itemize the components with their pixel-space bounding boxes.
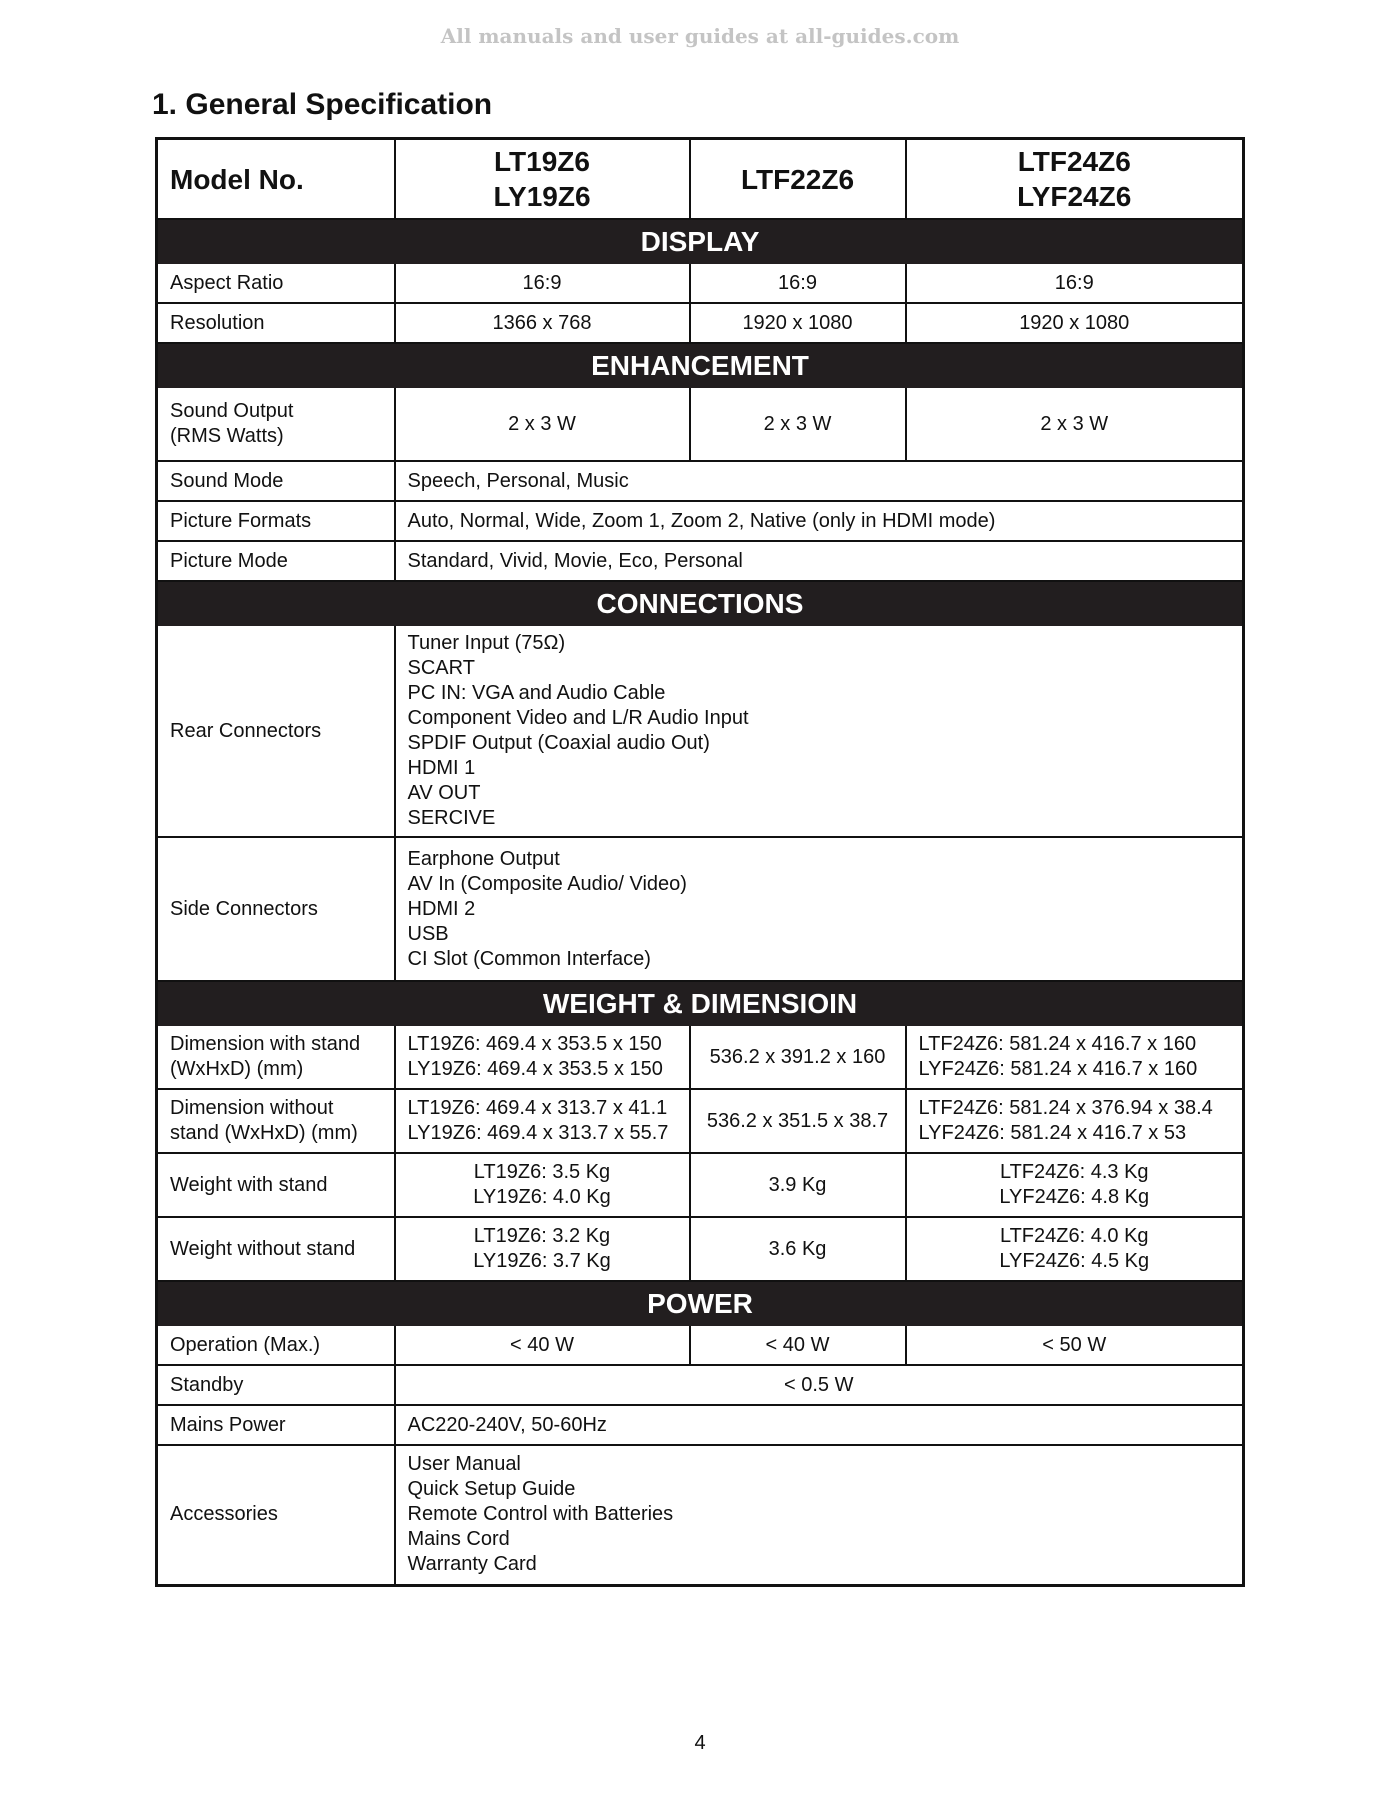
cell-value: LTF24Z6: 4.0 Kg LYF24Z6: 4.5 Kg (906, 1217, 1244, 1281)
row-label: Rear Connectors (157, 625, 395, 837)
cell-value: 536.2 x 391.2 x 160 (690, 1025, 906, 1089)
section-connections (157, 581, 1244, 625)
cell-value: < 40 W (395, 1325, 690, 1365)
section-header: DISPLAY (157, 219, 1244, 263)
page-title: 1. General Specification (152, 88, 493, 121)
table-row (157, 541, 1244, 581)
spec-table (155, 137, 1245, 1587)
table-row (157, 1153, 1244, 1217)
cell-value: Standard, Vivid, Movie, Eco, Personal (395, 541, 1244, 581)
cell-value: 1920 x 1080 (906, 303, 1244, 343)
cell-value: 3.6 Kg (690, 1217, 906, 1281)
cell-value: 2 x 3 W (690, 387, 906, 461)
section-display (157, 219, 1244, 263)
row-label: Picture Mode (157, 541, 395, 581)
row-label: Dimension with stand (WxHxD) (mm) (157, 1025, 395, 1089)
page-number: 4 (694, 1732, 706, 1754)
table-row (157, 263, 1244, 303)
cell-value: LT19Z6: 3.5 Kg LY19Z6: 4.0 Kg (395, 1153, 690, 1217)
cell-value: LTF24Z6: 581.24 x 376.94 x 38.4 LYF24Z6: 581.24 x 416.7 x 53 (906, 1089, 1244, 1153)
row-label: Mains Power (157, 1405, 395, 1445)
table-row (157, 837, 1244, 981)
cell-value: < 50 W (906, 1325, 1244, 1365)
section-enhancement (157, 343, 1244, 387)
cell-value: 16:9 (906, 263, 1244, 303)
table-row (157, 625, 1244, 837)
cell-value: 2 x 3 W (906, 387, 1244, 461)
section-header: ENHANCEMENT (157, 343, 1244, 387)
cell-value: 1366 x 768 (395, 303, 690, 343)
table-row (157, 461, 1244, 501)
row-label: Standby (157, 1365, 395, 1405)
cell-value: LTF24Z6: 4.3 Kg LYF24Z6: 4.8 Kg (906, 1153, 1244, 1217)
row-label: Operation (Max.) (157, 1325, 395, 1365)
section-header: CONNECTIONS (157, 581, 1244, 625)
cell-value: LT19Z6: 469.4 x 353.5 x 150 LY19Z6: 469.4 x 353.5 x 150 (395, 1025, 690, 1089)
table-row (157, 1365, 1244, 1405)
row-label: Side Connectors (157, 837, 395, 981)
cell-value: LTF24Z6: 581.24 x 416.7 x 160 LYF24Z6: 581.24 x 416.7 x 160 (906, 1025, 1244, 1089)
table-row (157, 1217, 1244, 1281)
table-row (157, 303, 1244, 343)
cell-value: Speech, Personal, Music (395, 461, 1244, 501)
row-label: Picture Formats (157, 501, 395, 541)
table-row (157, 1445, 1244, 1585)
model-row (157, 139, 1244, 220)
model-col-1: LT19Z6 LY19Z6 (395, 139, 690, 220)
section-header: WEIGHT & DIMENSIOIN (157, 981, 1244, 1025)
watermark: All manuals and user guides at all-guides.com (440, 24, 960, 48)
cell-value: 536.2 x 351.5 x 38.7 (690, 1089, 906, 1153)
table-row (157, 1089, 1244, 1153)
row-label: Accessories (157, 1445, 395, 1585)
cell-value: Auto, Normal, Wide, Zoom 1, Zoom 2, Native (only in HDMI mode) (395, 501, 1244, 541)
table-row (157, 501, 1244, 541)
section-weight (157, 981, 1244, 1025)
table-row (157, 1025, 1244, 1089)
cell-value: 1920 x 1080 (690, 303, 906, 343)
model-col-2: LTF22Z6 (690, 139, 906, 220)
row-label: Weight with stand (157, 1153, 395, 1217)
cell-value: Tuner Input (75Ω) SCART PC IN: VGA and Audio Cable Component Video and L/R Audio Input SPDIF Output (Coaxial audio Out) HDMI 1 AV OUT SERCIVE (395, 625, 1244, 837)
row-label: Weight without stand (157, 1217, 395, 1281)
section-power (157, 1281, 1244, 1325)
cell-value: 2 x 3 W (395, 387, 690, 461)
row-label: Resolution (157, 303, 395, 343)
cell-value: 3.9 Kg (690, 1153, 906, 1217)
cell-value: LT19Z6: 469.4 x 313.7 x 41.1 LY19Z6: 469.4 x 313.7 x 55.7 (395, 1089, 690, 1153)
cell-value: 16:9 (690, 263, 906, 303)
table-row (157, 387, 1244, 461)
table-row (157, 1405, 1244, 1445)
model-col-3: LTF24Z6 LYF24Z6 (906, 139, 1244, 220)
cell-value: LT19Z6: 3.2 Kg LY19Z6: 3.7 Kg (395, 1217, 690, 1281)
cell-value: User Manual Quick Setup Guide Remote Control with Batteries Mains Cord Warranty Card (395, 1445, 1244, 1585)
cell-value: < 40 W (690, 1325, 906, 1365)
row-label: Sound Output (RMS Watts) (157, 387, 395, 461)
cell-value: < 0.5 W (395, 1365, 1244, 1405)
cell-value: Earphone Output AV In (Composite Audio/ Video) HDMI 2 USB CI Slot (Common Interface) (395, 837, 1244, 981)
row-label: Dimension without stand (WxHxD) (mm) (157, 1089, 395, 1153)
section-header: POWER (157, 1281, 1244, 1325)
model-label: Model No. (157, 139, 395, 220)
row-label: Aspect Ratio (157, 263, 395, 303)
cell-value: AC220-240V, 50-60Hz (395, 1405, 1244, 1445)
cell-value: 16:9 (395, 263, 690, 303)
table-row (157, 1325, 1244, 1365)
row-label: Sound Mode (157, 461, 395, 501)
